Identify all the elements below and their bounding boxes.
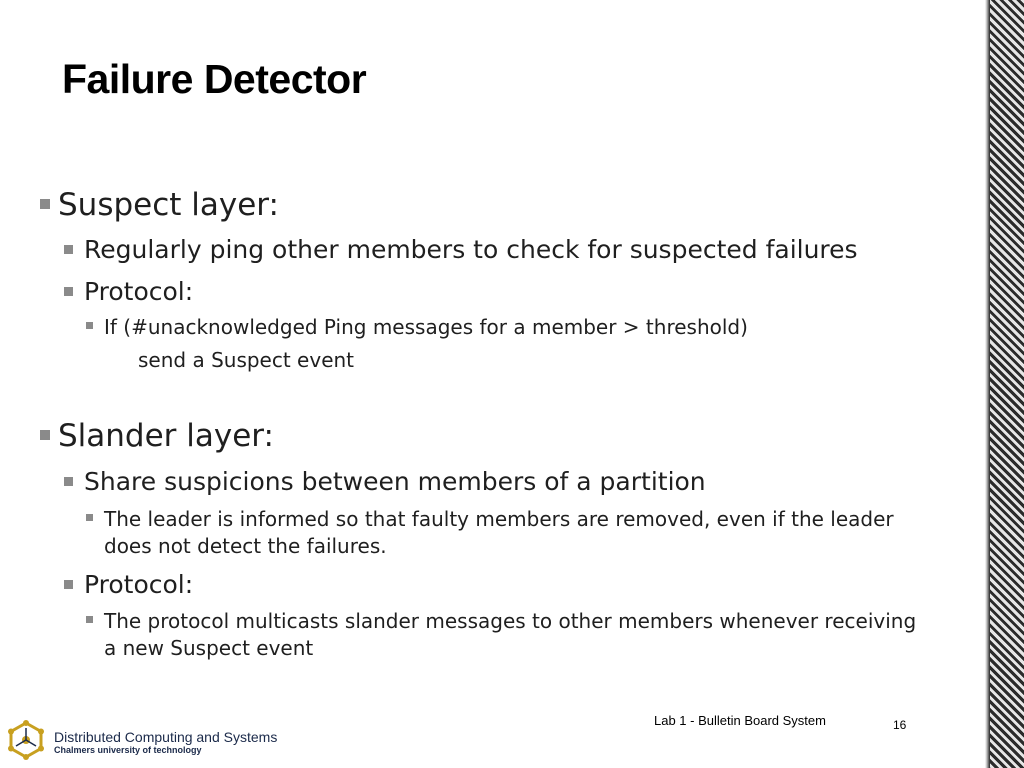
- border-gap: [978, 0, 990, 768]
- square-bullet-icon: [64, 245, 73, 254]
- bullet-text: Regularly ping other members to check for suspected failures: [84, 235, 858, 264]
- square-bullet-icon: [40, 430, 50, 440]
- bullet-text: The leader is informed so that faulty members are removed, even if the leader does not detect the failures.: [104, 507, 894, 558]
- page-number: 16: [893, 718, 907, 732]
- square-bullet-icon: [86, 616, 93, 623]
- bullet-text: Protocol:: [84, 277, 194, 306]
- chalmers-hexagon-logo-icon: [6, 720, 46, 760]
- slide-title: Failure Detector: [62, 56, 367, 102]
- bullet-send-suspect: send a Suspect event: [138, 348, 355, 372]
- square-bullet-icon: [64, 477, 73, 486]
- bullet-text: Share suspicions between members of a partition: [84, 467, 706, 496]
- bullet-text: The protocol multicasts slander messages to other members whenever receiving a new Suspect event: [104, 609, 917, 660]
- bullet-text: Slander layer:: [58, 418, 274, 454]
- square-bullet-icon: [86, 514, 93, 521]
- footer-lab-title: Lab 1 - Bulletin Board System: [654, 713, 826, 728]
- org-subtitle: Chalmers university of technology: [54, 745, 202, 755]
- org-name: Distributed Computing and Systems: [54, 729, 278, 745]
- bullet-text: If (#unacknowledged Ping messages for a member > threshold): [104, 315, 748, 339]
- square-bullet-icon: [40, 199, 50, 209]
- bullet-text: Protocol:: [84, 570, 194, 599]
- slide-footer: [0, 706, 990, 768]
- bullet-text: Suspect layer:: [58, 187, 279, 223]
- decorative-right-border: [978, 0, 1024, 768]
- square-bullet-icon: [64, 287, 73, 296]
- square-bullet-icon: [86, 322, 93, 329]
- square-bullet-icon: [64, 580, 73, 589]
